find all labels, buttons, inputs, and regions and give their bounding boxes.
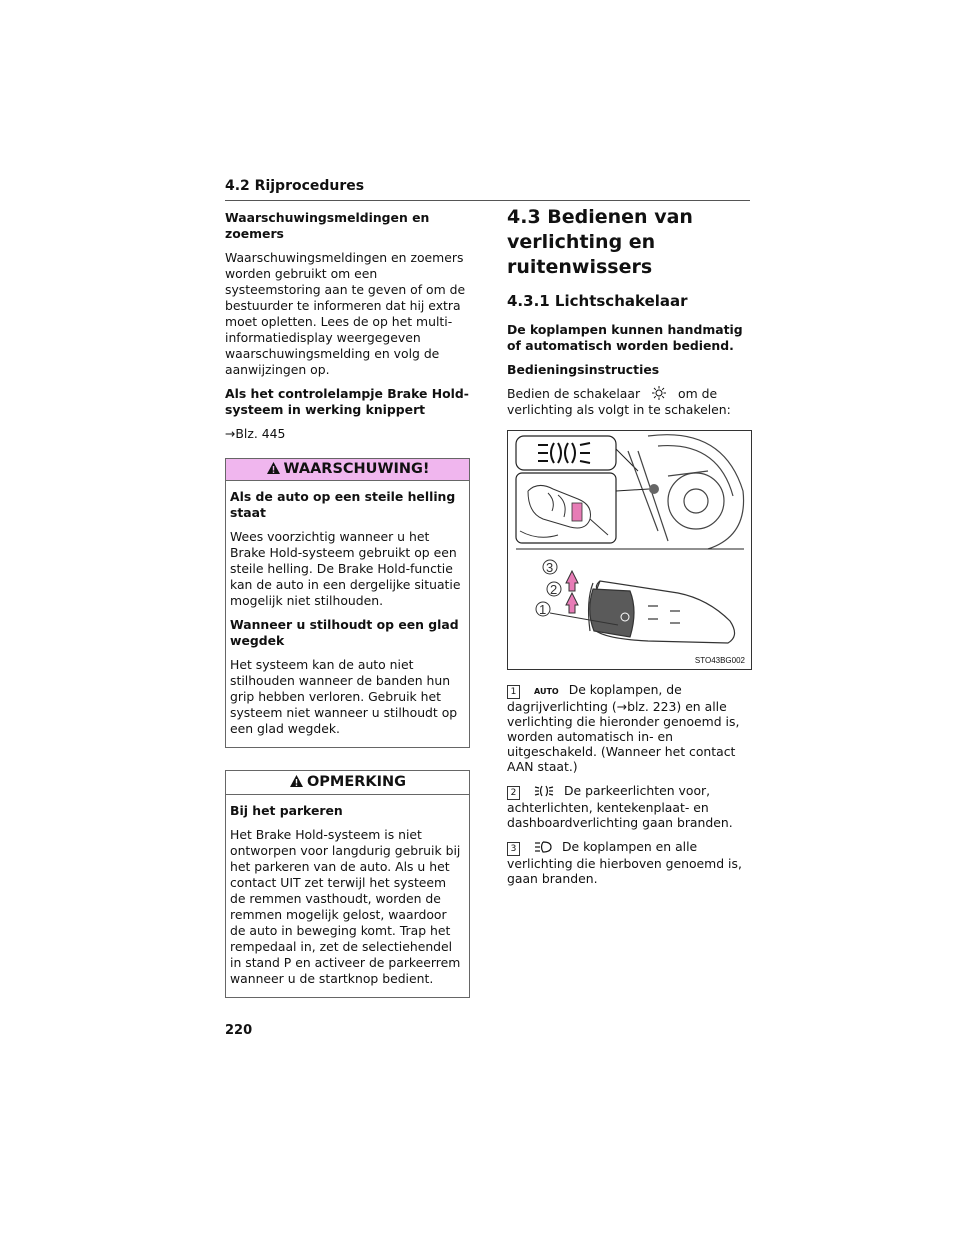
warning-heading-1: Als de auto op een steile helling staat xyxy=(230,489,456,520)
paragraph-warnings: Waarschuwingsmeldingen en zoemers worden gebruikt om een systeemstoring aan te geven of om de bestuurder te informeren dat hij extra moet opletten. Lees de op het multi-informatiedisplay weergegeven waarschuwingsmelding en volg de aanwijzingen op. xyxy=(225,250,466,377)
subsection-title: 4.3.1 Lichtschakelaar xyxy=(507,292,688,310)
item-number-2: 2 xyxy=(507,786,520,800)
parking-light-icon xyxy=(534,785,554,797)
warning-body xyxy=(226,481,469,747)
steering-wheel-sketch xyxy=(628,435,744,549)
instructions-text-a: Bedien de schakelaar xyxy=(507,386,641,401)
auto-icon: AUTO xyxy=(534,687,559,696)
warning-title: WAARSCHUWING! xyxy=(283,461,430,477)
figure-code: STO43BG002 xyxy=(694,656,745,665)
stalk-tip xyxy=(649,484,659,494)
note-paragraph: Het Brake Hold-systeem is niet ontworpen voor langdurig gebruik bij het parkeren van de auto. Als u het contact UIT zet terwijl het systeem de remmen vasthoudt, worden de remmen mogelijk gelost, waardoor de auto in beweging komt. Trap het rempedaal in, zet de selectiehendel in stand P en activeer de parkeerrem wanneer u de startknop bedient. xyxy=(230,827,461,986)
warning-paragraph-2: Het systeem kan de auto niet stilhouden wanneer de banden hun grip hebben verloren. Gebruik het systeem niet wanneer u stilhoudt op een glad wegdek. xyxy=(230,657,458,736)
left-column xyxy=(225,210,470,998)
note-body xyxy=(226,795,469,997)
list-item-3 xyxy=(507,839,752,886)
stalk-drawing xyxy=(589,581,735,643)
page-reference: →Blz. 445 xyxy=(225,426,286,441)
page-number: 220 xyxy=(225,1023,253,1038)
svg-text:3: 3 xyxy=(546,560,554,575)
note-header xyxy=(226,771,469,795)
callout-circles xyxy=(536,560,561,617)
warning-paragraph-1: Wees voorzichtig wanneer u het Brake Hold-systeem gebruikt op een steile helling. De Brake Hold-functie kan de auto in een dergelijke situatie mogelijk niet stilhouden. xyxy=(230,529,461,608)
svg-text:1: 1 xyxy=(539,602,547,617)
item-number-3: 3 xyxy=(507,842,520,856)
item-number-1: 1 xyxy=(507,685,520,699)
right-column xyxy=(507,205,752,895)
heading-brake-hold: Als het controlelampje Brake Hold-systeem in werking knippert xyxy=(225,386,469,417)
item-text-3: De koplampen en alle verlichting die hierboven genoemd is, gaan branden. xyxy=(507,839,742,886)
instructions-heading: Bedieningsinstructies xyxy=(507,362,660,377)
note-box xyxy=(225,770,470,998)
section-header: 4.2 Rijprocedures xyxy=(225,178,750,201)
headlight-icon xyxy=(534,841,552,853)
instructions-text xyxy=(507,386,752,418)
list-item-1 xyxy=(507,682,752,774)
caution-triangle-icon xyxy=(289,774,304,788)
pink-arrows xyxy=(566,571,578,613)
list-item-2 xyxy=(507,783,752,830)
section-title: 4.3 Bedienen van verlichting en ruitenwissers xyxy=(507,206,693,278)
warning-heading-2: Wanneer u stilhoudt op een glad wegdek xyxy=(230,617,459,648)
warning-triangle-icon xyxy=(266,461,281,475)
warning-header xyxy=(226,459,469,481)
heading-warnings: Waarschuwingsmeldingen en zoemers xyxy=(225,210,430,241)
intro-text: De koplampen kunnen handmatig of automatisch worden bediend. xyxy=(507,322,743,353)
warning-box xyxy=(225,458,470,748)
note-heading: Bij het parkeren xyxy=(230,803,343,818)
item-text-2: De parkeerlichten voor, achterlichten, kentekenplaat- en dashboardverlichting gaan branden. xyxy=(507,783,733,830)
pink-dial xyxy=(572,503,582,521)
svg-text:2: 2 xyxy=(550,582,558,597)
light-switch-icon xyxy=(644,386,674,400)
instructions-text-b: om de verlichting als volgt in te schakelen: xyxy=(507,386,731,417)
note-title: OPMERKING xyxy=(306,774,407,790)
item-text-1: De koplampen, de dagrijverlichting (→blz. 223) en alle verlichting die hieronder genoemd is, worden automatisch in- en uitgeschakeld. (Wanneer het contact AAN staat.) xyxy=(507,682,740,774)
light-switch-figure xyxy=(507,430,752,670)
figure-illustration xyxy=(508,431,751,669)
